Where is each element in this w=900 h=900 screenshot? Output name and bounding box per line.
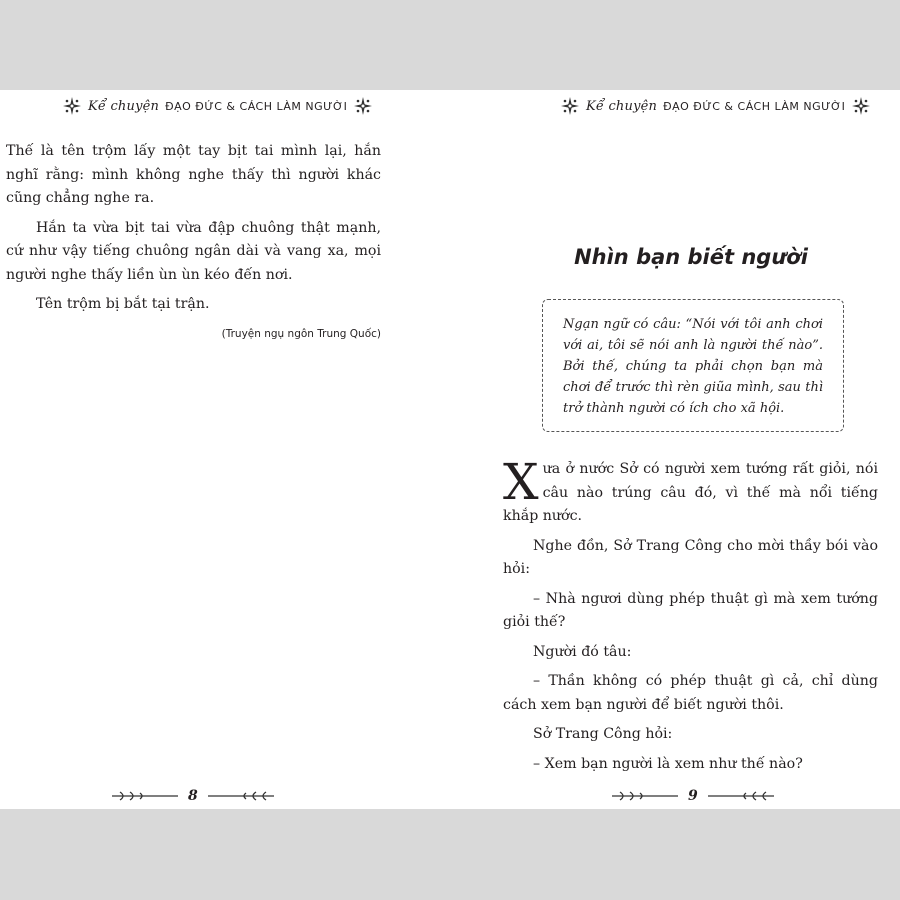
story-source: (Truyện ngụ ngôn Trung Quốc) (221, 327, 381, 340)
running-header (62, 94, 373, 118)
paragraph: Người đó tâu: (533, 643, 632, 660)
story-title: Nhìn bạn biết người (574, 245, 808, 269)
page-number: 9 (688, 788, 698, 804)
page-number-folio (610, 788, 776, 804)
flower-ornament-icon (851, 96, 871, 116)
vine-flourish-icon (206, 789, 276, 803)
paragraph: – Nhà ngươi dùng phép thuật gì mà xem tướng giỏi thế? (503, 590, 878, 630)
paragraph: – Xem bạn người là xem như thế nào? (533, 755, 803, 772)
paragraph: Hắn ta vừa bịt tai vừa đập chuông thật mạnh, cứ như vậy tiếng chuông ngân dài và vang xa, mọi người nghe thấy liền ùn ùn kéo đến nơi. (6, 219, 381, 283)
flower-ornament-icon (560, 96, 580, 116)
running-header (560, 94, 871, 118)
page-number: 8 (188, 788, 198, 804)
header-caps: ĐẠO ĐỨC & CÁCH LÀM NGƯỜI (165, 99, 348, 113)
page-number-folio (110, 788, 276, 804)
paragraph: Nghe đồn, Sở Trang Công cho mời thầy bói vào hỏi: (503, 537, 878, 577)
right-body-text (503, 453, 878, 782)
paragraph: Tên trộm bị bắt tại trận. (36, 296, 210, 312)
paragraph: – Thần không có phép thuật gì cả, chỉ dùng cách xem bạn người để biết người thôi. (503, 673, 878, 713)
header-script: Kể chuyện (88, 98, 160, 114)
right-page (450, 90, 900, 809)
flower-ornament-icon (62, 96, 82, 116)
vine-flourish-icon (706, 789, 776, 803)
flower-ornament-icon (353, 96, 373, 116)
book-spread (0, 90, 900, 809)
header-script: Kể chuyện (586, 98, 658, 114)
proverb-quote-box: Ngạn ngữ có câu: “Nói với tôi anh chơi với ai, tôi sẽ nói anh là người thế nào”. Bởi thế, chúng ta phải chọn bạn mà chơi để trước thì rèn giũa mình, sau thì trở thành người có ích cho xã hội. (542, 299, 844, 432)
left-body-text (6, 140, 381, 346)
header-caps: ĐẠO ĐỨC & CÁCH LÀM NGƯỜI (663, 99, 846, 113)
vine-flourish-icon (610, 789, 680, 803)
vine-flourish-icon (110, 789, 180, 803)
paragraph: Sở Trang Công hỏi: (533, 726, 673, 742)
drop-cap: X (503, 453, 539, 511)
paragraph: Thế là tên trộm lấy một tay bịt tai mình lại, hắn nghĩ rằng: mình không nghe thấy thì người khác cũng chẳng nghe ra. (6, 143, 381, 206)
left-page (0, 90, 450, 809)
opening-paragraph (503, 453, 878, 529)
opening-paragraph-text: ưa ở nước Sở có người xem tướng rất giỏi, nói câu nào trúng câu đó, vì thế mà nổi tiếng khắp nước. (503, 461, 878, 524)
